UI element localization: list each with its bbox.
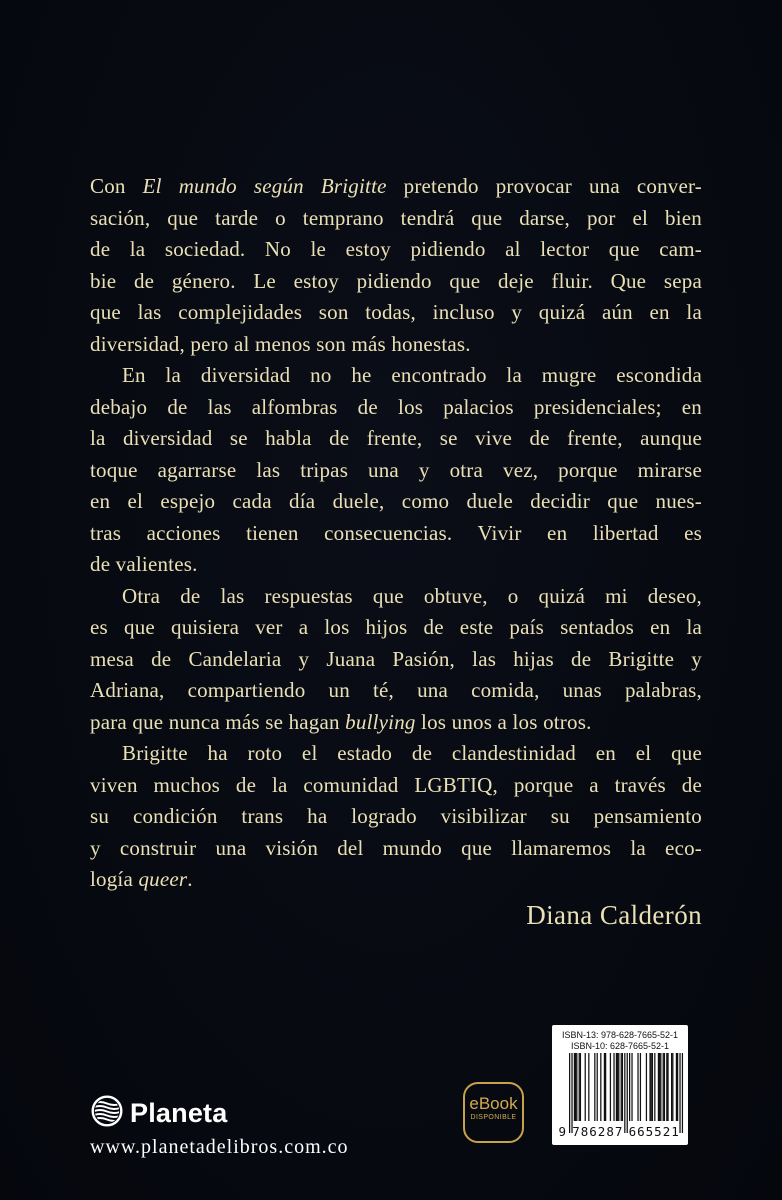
text-line: debajo de las alfombras de los palacios presidenciales; en [90, 394, 702, 419]
text-line: y construir una visión del mundo que llamaremos la eco- [90, 835, 702, 860]
text-line: toque agarrarse las tripas una y otra vez, porque mirarse [90, 457, 702, 482]
text-line: en el espejo cada día duele, como duele decidir que nues- [90, 489, 702, 513]
ebook-badge-title: eBook [469, 1094, 518, 1113]
barcode-box [552, 1025, 688, 1145]
ebook-badge-subtitle: DISPONIBLE [470, 1114, 517, 1121]
text-line: diversidad, pero al menos son más honestas. [90, 331, 471, 356]
text-line: bie de género. Le estoy pidiendo que deje fluir. Que sepa [90, 268, 702, 293]
planeta-globe-icon [90, 1094, 124, 1133]
ean13-barcode [555, 1053, 685, 1139]
svg-text:9: 9 [558, 1124, 567, 1139]
svg-text:786287: 786287 [572, 1124, 624, 1139]
publisher-name: Planeta [130, 1098, 228, 1128]
text-line: mesa de Candelaria y Juana Pasión, las hijas de Brigitte y [90, 646, 702, 671]
text-line: Adriana, compartiendo un té, una comida, unas palabras, [90, 678, 702, 702]
text-line: logía queer. [90, 867, 193, 891]
publisher-logo-block [90, 1094, 349, 1159]
back-cover-paragraphs [90, 171, 702, 896]
text-line: sación, que tarde o temprano tendrá que darse, por el bien [90, 205, 702, 230]
text-line: de valientes. [90, 552, 198, 576]
svg-text:665521: 665521 [628, 1124, 680, 1139]
text-line: tras acciones tienen consecuencias. Vivir en libertad es [90, 520, 702, 545]
body-text [90, 171, 702, 934]
publisher-website: www.planetadelibros.com.co [90, 1136, 349, 1158]
text-line: la diversidad se habla de frente, se vive de frente, aunque [90, 426, 702, 450]
isbn13-label: ISBN-13: 978-628-7665-52-1 [561, 1030, 679, 1040]
isbn10-label: ISBN-10: 628-7665-52-1 [570, 1040, 670, 1051]
text-line: es que quisiera ver a los hijos de este país sentados en la [90, 615, 702, 639]
text-line: para que nunca más se hagan bullying los unos a los otros. [90, 709, 592, 734]
ebook-badge [463, 1082, 524, 1143]
text-line: Brigitte ha roto el estado de clandestinidad en el que [122, 741, 702, 765]
text-line: Con El mundo según Brigitte pretendo provocar una conver- [90, 174, 702, 198]
text-line: su condición trans ha logrado visibilizar su pensamiento [90, 804, 702, 828]
text-line: viven muchos de la comunidad LGBTIQ, porque a través de [90, 772, 702, 797]
text-line: En la diversidad no he encontrado la mugre escondida [122, 363, 702, 387]
text-line: que las complejidades son todas, incluso y quizá aún en la [90, 300, 702, 324]
text-line: Otra de las respuestas que obtuve, o quizá mi deseo, [122, 583, 702, 608]
author-signature: Diana Calderón [526, 899, 702, 930]
text-line: de la sociedad. No le estoy pidiendo al lector que cam- [90, 237, 702, 261]
